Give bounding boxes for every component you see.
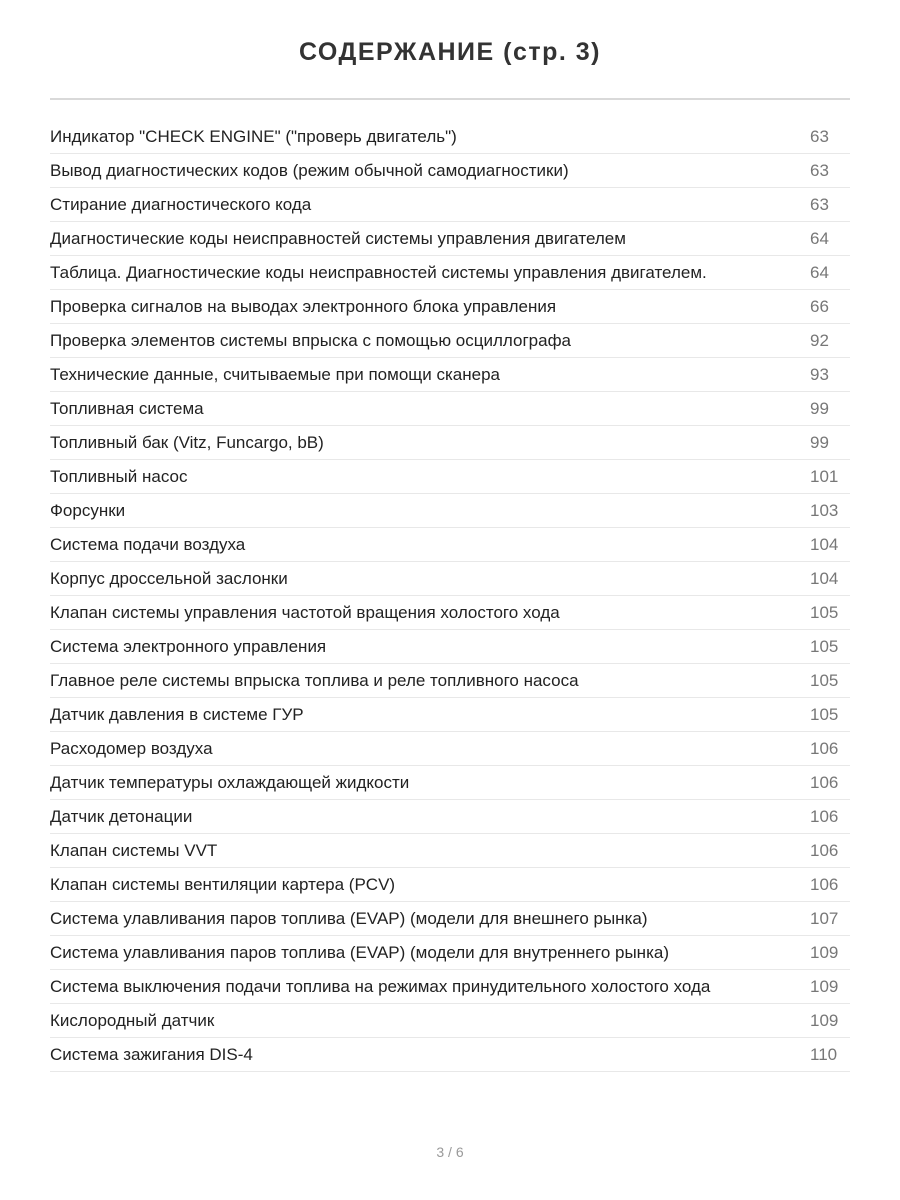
toc-entry-title: Клапан системы вентиляции картера (PCV) — [50, 875, 396, 894]
toc-entry-page: 104 — [810, 569, 839, 588]
toc-entry-page: 99 — [810, 433, 829, 452]
toc-entry-page: 109 — [810, 1011, 839, 1030]
toc-entry-page: 106 — [810, 841, 839, 860]
toc-entry-title: Расходомер воздуха — [50, 739, 213, 758]
toc-entry[interactable] — [50, 698, 850, 732]
toc-entry-title: Клапан системы VVT — [50, 841, 218, 860]
toc-entry[interactable] — [50, 256, 850, 290]
toc-entry[interactable] — [50, 834, 850, 868]
toc-entry-title: Система подачи воздуха — [50, 535, 246, 554]
toc-entry-title: Таблица. Диагностические коды неисправностей системы управления двигателем. — [50, 263, 707, 282]
toc-entry-page: 64 — [810, 229, 829, 248]
toc-entry-page: 109 — [810, 943, 839, 962]
toc-entry[interactable] — [50, 1004, 850, 1038]
toc-entry-page: 64 — [810, 263, 829, 282]
toc-entry-title: Диагностические коды неисправностей системы управления двигателем — [50, 229, 626, 248]
toc-entry-title: Система зажигания DIS-4 — [50, 1045, 253, 1064]
toc-entry-page: 104 — [810, 535, 839, 554]
toc-entry-page: 103 — [810, 501, 839, 520]
toc-entry-page: 109 — [810, 977, 839, 996]
toc-entry[interactable] — [50, 188, 850, 222]
toc-entry[interactable] — [50, 222, 850, 256]
toc-list — [50, 120, 850, 1072]
toc-entry-page: 105 — [810, 705, 839, 724]
page-title: СОДЕРЖАНИЕ (стр. 3) — [298, 38, 602, 66]
toc-entry-title: Система электронного управления — [50, 637, 327, 656]
toc-entry-title: Датчик давления в системе ГУР — [50, 705, 304, 724]
toc-entry[interactable] — [50, 494, 850, 528]
toc-entry-page: 66 — [810, 297, 829, 316]
toc-entry-title: Топливный бак (Vitz, Funcargo, bB) — [50, 433, 324, 452]
toc-entry[interactable] — [50, 562, 850, 596]
toc-entry-page: 107 — [810, 909, 839, 928]
toc-entry[interactable] — [50, 732, 850, 766]
toc-entry[interactable] — [50, 868, 850, 902]
toc-entry-page: 106 — [810, 739, 839, 758]
toc-entry-page: 105 — [810, 637, 839, 656]
toc-entry[interactable] — [50, 970, 850, 1004]
toc-entry-page: 106 — [810, 875, 839, 894]
toc-entry[interactable] — [50, 630, 850, 664]
toc-entry-page: 99 — [810, 399, 829, 418]
toc-entry[interactable] — [50, 1038, 850, 1072]
toc-entry-page: 106 — [810, 807, 839, 826]
page-indicator: 3 / 6 — [436, 1144, 464, 1160]
toc-entry-title: Система улавливания паров топлива (EVAP) (модели для внешнего рынка) — [50, 909, 648, 928]
toc-entry[interactable] — [50, 358, 850, 392]
toc-entry[interactable] — [50, 392, 850, 426]
toc-entry-title: Датчик детонации — [50, 807, 193, 826]
toc-entry-title: Проверка элементов системы впрыска с помощью осциллографа — [50, 331, 572, 350]
toc-entry-title: Главное реле системы впрыска топлива и реле топливного насоса — [50, 671, 579, 690]
toc-entry-title: Система выключения подачи топлива на режимах принудительного холостого хода — [50, 977, 711, 996]
toc-entry-page: 63 — [810, 195, 829, 214]
toc-entry-title: Проверка сигналов на выводах электронного блока управления — [50, 297, 557, 316]
toc-entry-title: Клапан системы управления частотой вращения холостого хода — [50, 603, 560, 622]
title-divider — [50, 98, 850, 100]
toc-entry-page: 63 — [810, 127, 829, 146]
toc-entry[interactable] — [50, 800, 850, 834]
toc-entry[interactable] — [50, 324, 850, 358]
toc-entry[interactable] — [50, 936, 850, 970]
toc-entry[interactable] — [50, 596, 850, 630]
toc-entry-page: 63 — [810, 161, 829, 180]
toc-entry-title: Топливная система — [50, 399, 204, 418]
toc-entry[interactable] — [50, 902, 850, 936]
toc-entry[interactable] — [50, 290, 850, 324]
toc-entry-page: 101 — [810, 467, 839, 486]
toc-entry-title: Вывод диагностических кодов (режим обычной самодиагностики) — [50, 161, 569, 180]
toc-entry-page: 110 — [810, 1045, 838, 1064]
toc-entry-title: Корпус дроссельной заслонки — [50, 569, 288, 588]
toc-entry-title: Форсунки — [50, 501, 126, 520]
toc-entry-title: Индикатор "CHECK ENGINE" ("проверь двигатель") — [50, 127, 457, 146]
toc-entry-title: Топливный насос — [50, 467, 188, 486]
toc-entry-page: 105 — [810, 671, 839, 690]
toc-entry-title: Датчик температуры охлаждающей жидкости — [50, 773, 410, 792]
toc-entry-page: 106 — [810, 773, 839, 792]
toc-entry[interactable] — [50, 154, 850, 188]
toc-entry-page: 92 — [810, 331, 829, 350]
toc-entry-page: 105 — [810, 603, 839, 622]
toc-entry[interactable] — [50, 664, 850, 698]
toc-entry-page: 93 — [810, 365, 829, 384]
toc-entry[interactable] — [50, 766, 850, 800]
toc-entry-title: Технические данные, считываемые при помощи сканера — [50, 365, 500, 384]
toc-entry-title: Стирание диагностического кода — [50, 195, 312, 214]
toc-entry[interactable] — [50, 120, 850, 154]
toc-entry[interactable] — [50, 528, 850, 562]
toc-entry-title: Кислородный датчик — [50, 1011, 215, 1030]
toc-entry[interactable] — [50, 426, 850, 460]
toc-entry[interactable] — [50, 460, 850, 494]
toc-entry-title: Система улавливания паров топлива (EVAP) (модели для внутреннего рынка) — [50, 943, 669, 962]
